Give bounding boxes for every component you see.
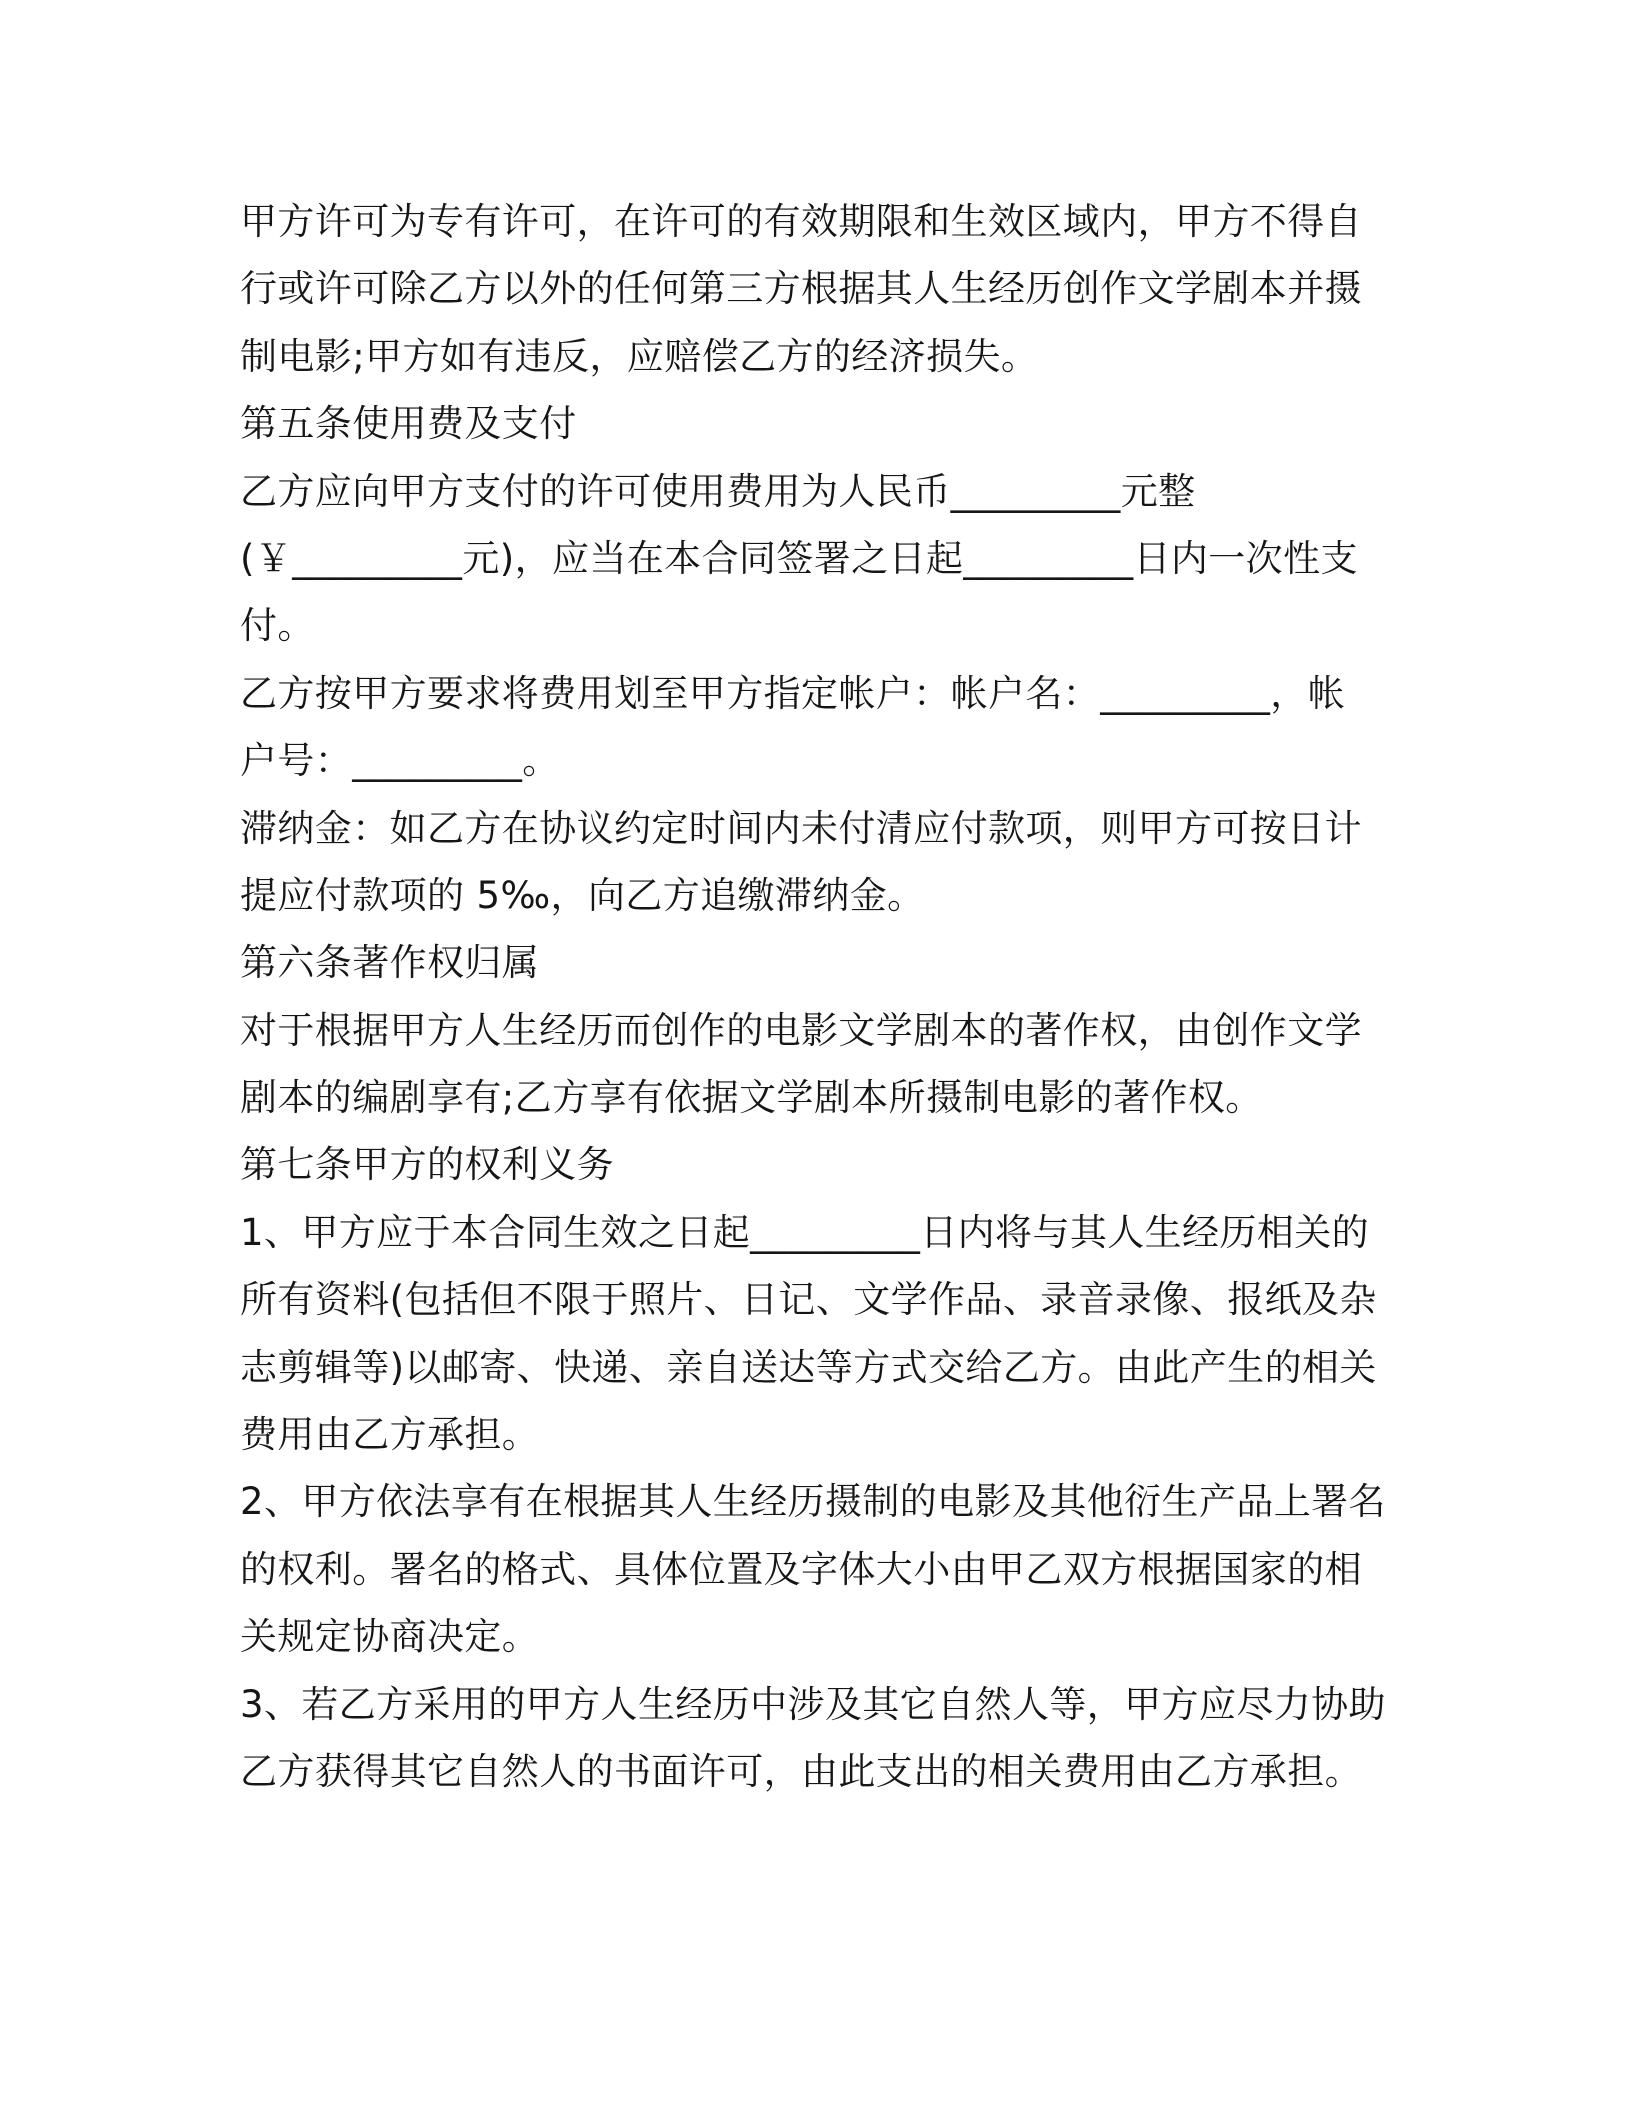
text-line: 乙方获得其它自然人的书面许可，由此支出的相关费用由乙方承担。 — [240, 1749, 1362, 1793]
text-line: 甲方许可为专有许可，在许可的有效期限和生效区域内，甲方不得自 — [240, 200, 1362, 243]
text-line: 提应付款项的 5‰，向乙方追缴滞纳金。 — [240, 873, 925, 917]
text-line: (￥_________元)，应当在本合同签署之日起_________日内一次性支 — [240, 536, 1358, 580]
text-line: 3、若乙方采用的甲方人生经历中涉及其它自然人等，甲方应尽力协助 — [240, 1682, 1386, 1726]
section-heading: 第六条著作权归属 — [240, 941, 540, 985]
text-line: 对于根据甲方人生经历而创作的电影文学剧本的著作权，由创作文学 — [240, 1008, 1362, 1052]
text-line: 关规定协商决定。 — [240, 1615, 540, 1659]
text-line: 户号：_________。 — [240, 739, 560, 783]
text-line: 乙方按甲方要求将费用划至甲方指定帐户：帐户名：_________，帐 — [240, 671, 1346, 715]
text-line: 剧本的编剧享有;乙方享有依据文学剧本所摄制电影的著作权。 — [240, 1076, 1263, 1120]
text-line: 所有资料(包括但不限于照片、日记、文学作品、录音录像、报纸及杂 — [240, 1278, 1377, 1322]
text-line: 费用由乙方承担。 — [240, 1413, 540, 1457]
text-line: 滞纳金：如乙方在协议约定时间内未付清应付款项，则甲方可按日计 — [240, 806, 1362, 850]
text-line: 行或许可除乙方以外的任何第三方根据其人生经历创作文学剧本并摄 — [240, 267, 1362, 311]
text-line: 付。 — [240, 604, 315, 648]
text-line: 乙方应向甲方支付的许可使用费用为人民币_________元整 — [240, 469, 1196, 513]
text-line: 制电影;甲方如有违反，应赔偿乙方的经济损失。 — [240, 334, 1039, 378]
text-line: 志剪辑等)以邮寄、快递、亲自送达等方式交给乙方。由此产生的相关 — [240, 1345, 1377, 1389]
section-heading: 第五条使用费及支付 — [240, 402, 577, 446]
text-line: 1、甲方应于本合同生效之日起_________日内将与其人生经历相关的 — [240, 1210, 1370, 1254]
section-heading: 第七条甲方的权利义务 — [240, 1143, 614, 1187]
document-body — [240, 188, 1420, 1805]
text-line: 2、甲方依法享有在根据其人生经历摄制的电影及其他衍生产品上署名 — [240, 1480, 1386, 1524]
text-line: 的权利。署名的格式、具体位置及字体大小由甲乙双方根据国家的相 — [240, 1547, 1362, 1591]
